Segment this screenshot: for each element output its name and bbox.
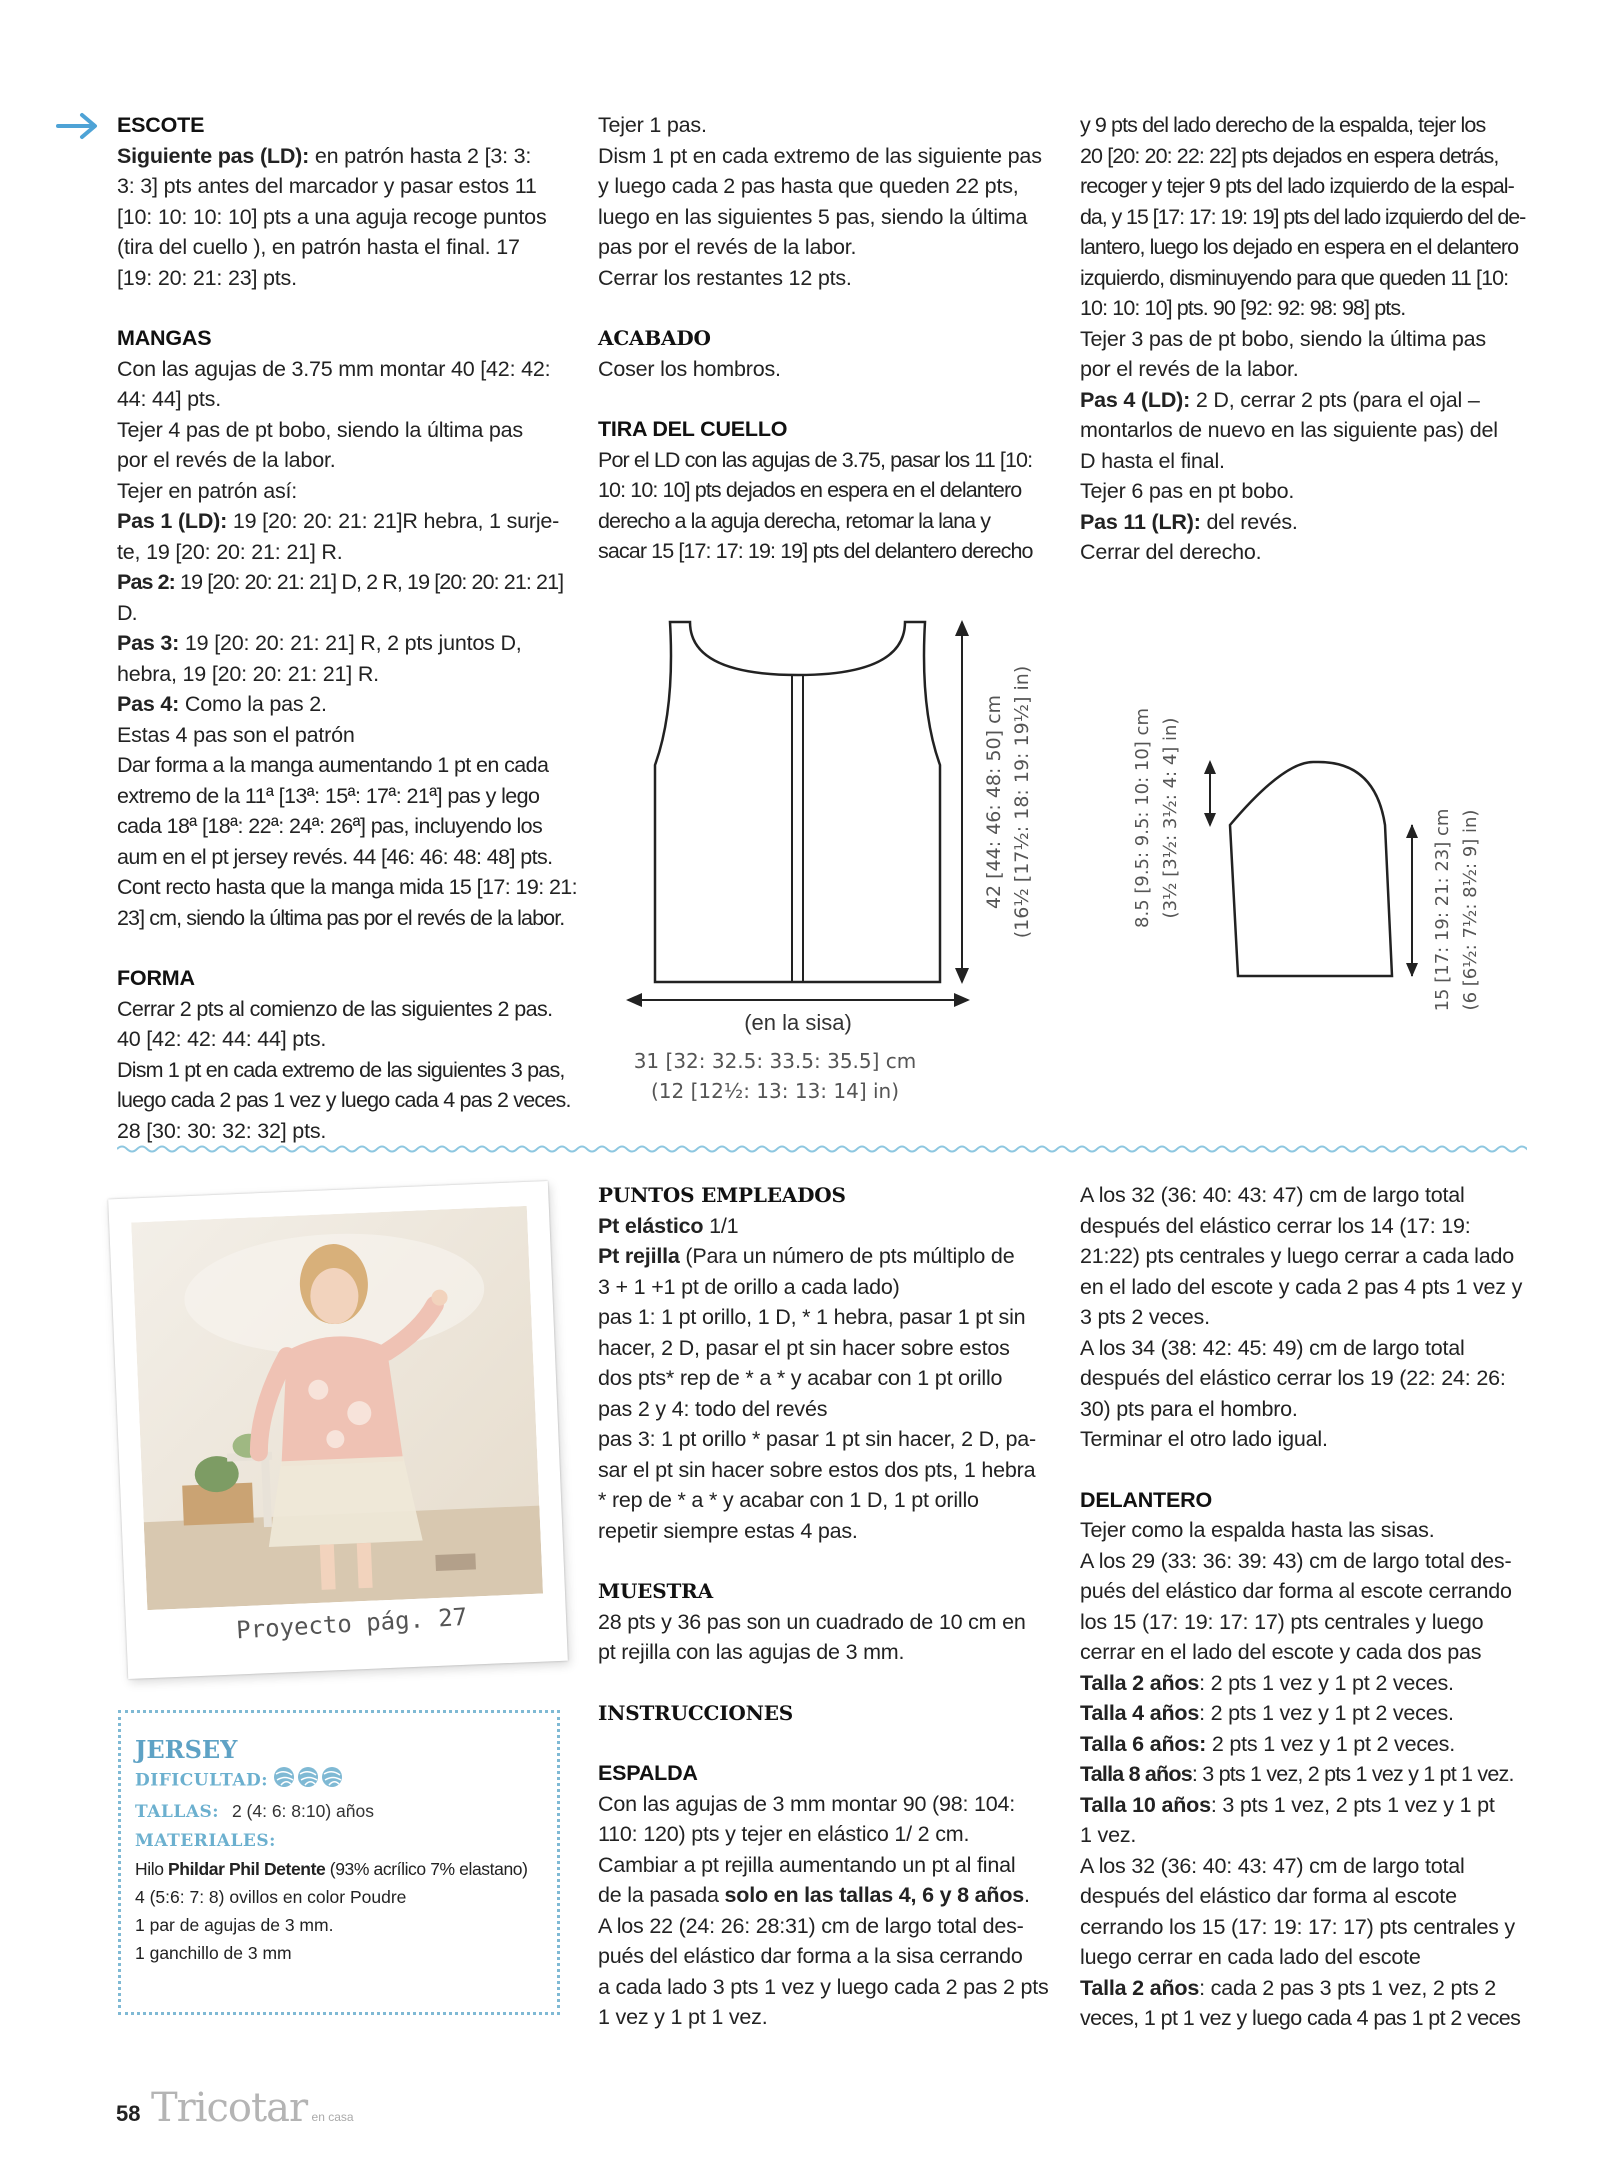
text-line: 28 pts y 36 pas son un cuadrado de 10 cm en xyxy=(598,1609,1026,1634)
width-in-label: (12 [12½: 13: 13: 14] in) xyxy=(650,1079,900,1103)
length-in-label: (6 [6½: 7½: 8½: 9] in) xyxy=(1460,809,1481,1011)
width-arrow-left xyxy=(626,993,642,1007)
text-line: veces, 1 pt 1 vez y luego cada 4 pas 1 pt 2 veces xyxy=(1080,2006,1521,2030)
text-run: : cada 2 pas 3 pts 1 vez, 2 pts 2 xyxy=(1199,1975,1497,2000)
photo-caption: Proyecto pág. 27 xyxy=(235,1602,468,1645)
text-line: cerrar en el lado del escote y cada dos pas xyxy=(1080,1640,1482,1664)
text-line: después del elástico cerrar los 14 (17: 19: xyxy=(1080,1213,1471,1238)
text-line: dos pts* rep de * a * y acabar con 1 pt orillo xyxy=(598,1366,1003,1390)
magazine-logo-subtitle: en casa xyxy=(311,2110,354,2124)
text-line: y 9 pts del lado derecho de la espalda, tejer los xyxy=(1080,113,1486,137)
text-line: por el revés de la labor. xyxy=(1080,357,1299,381)
text-run: : 2 pts 1 vez y 1 pt 2 veces. xyxy=(1199,1670,1454,1695)
materials-line: 1 par de agujas de 3 mm. xyxy=(135,1915,334,1935)
text-line: [10: 10: 10: 10] pts a una aguja recoge puntos xyxy=(117,204,547,229)
cap-in-label: (3½ [3½: 3½: 4: 4] in) xyxy=(1160,717,1181,919)
text-run: (93% acrílico 7% elastano) xyxy=(325,1859,528,1879)
text-line: da, y 15 [17: 17: 19: 19] pts del lado izquierdo del de- xyxy=(1080,204,1526,229)
text-line: después del elástico cerrar los 19 (22: 24: 26: xyxy=(1080,1366,1506,1390)
text-run: en patrón hasta 2 [3: 3: xyxy=(309,143,532,168)
text-run: : 2 pts 1 vez y 1 pt 2 veces. xyxy=(1199,1701,1454,1725)
text-line: pas 3: 1 pt orillo * pasar 1 pt sin hacer, 2 D, pa- xyxy=(598,1427,1036,1451)
cap-arrow-top xyxy=(1204,760,1216,774)
length-arrow-top xyxy=(1406,824,1418,838)
forma-heading: FORMA xyxy=(117,966,195,990)
text-run: (Para un número de pts múltiplo de xyxy=(679,1244,1015,1268)
width-arrow-right xyxy=(954,993,970,1007)
text-line: * rep de * a * y acabar con 1 D, 1 pt orillo xyxy=(598,1488,979,1512)
text-line: (tira del cuello ), en patrón hasta el final. 17 xyxy=(117,235,520,259)
text-line: aum en el pt jersey revés. 44 [46: 46: 48: 48] pts. xyxy=(117,844,553,869)
column-3-top xyxy=(1080,110,1550,568)
text-run: : 3 pts 1 vez, 2 pts 1 vez y 1 pt 1 vez. xyxy=(1191,1762,1514,1786)
text-run: 19 [20: 20: 21: 21]R hebra, 1 surje- xyxy=(227,509,560,533)
body-schematic-diagram xyxy=(600,600,1070,1120)
text-line: repetir siempre estas 4 pas. xyxy=(598,1518,858,1543)
text-line: sacar 15 [17: 17: 19: 19] pts del delantero derecho xyxy=(598,539,1033,563)
text-line: Dar forma a la manga aumentando 1 pt en cada xyxy=(117,753,549,777)
text-line: A los 29 (33: 36: 39: 43) cm de largo total des- xyxy=(1080,1548,1512,1573)
width-cm-label: 31 [32: 32.5: 33.5: 35.5] cm xyxy=(633,1049,917,1073)
length-cm-label: 15 [17: 19: 21: 23] cm xyxy=(1432,808,1453,1012)
column-2-top xyxy=(598,110,1068,567)
bold-run: Siguiente pas (LD): xyxy=(117,143,310,168)
sleeve-outline xyxy=(1230,762,1392,976)
acabado-heading: ACABADO xyxy=(598,326,711,350)
materials-line: 4 (5:6: 7: 8) ovillos en color Poudre xyxy=(135,1887,407,1907)
text-line: Cerrar los restantes 12 pts. xyxy=(598,265,852,290)
text-line: cada 18ª [18ª: 22ª: 24ª: 26ª] pas, incluyendo los xyxy=(117,814,543,838)
text-line: 21:22) pts centrales y luego cerrar a cada lado xyxy=(1080,1244,1514,1268)
text-run: 1/1 xyxy=(703,1213,739,1238)
text-line: 40 [42: 42: 44: 44] pts. xyxy=(117,1027,327,1051)
bold-run: Pas 2: xyxy=(117,570,175,594)
text-line: cerrando los 15 (17: 19: 17: 17) pts centrales y xyxy=(1080,1914,1515,1939)
text-line: Cont recto hasta que la manga mida 15 [17: 19: 21: xyxy=(117,875,578,899)
bold-run: Pas 11 (LR): xyxy=(1080,509,1201,534)
bold-run: Pt rejilla xyxy=(598,1244,680,1268)
text-run: Como la pas 2. xyxy=(179,692,327,716)
text-line: Tejer en patrón así: xyxy=(117,478,298,503)
text-line: extremo de la 11ª [13ª: 15ª: 17ª: 21ª] pas y lego xyxy=(117,783,540,808)
height-in-label: (16½ [17½: 18: 19: 19½] in) xyxy=(1011,665,1033,939)
text-line: izquierdo, disminuyendo para que queden 11 [10: xyxy=(1080,265,1509,290)
text-line: 10: 10: 10] pts dejados en espera en el delantero xyxy=(598,478,1022,502)
bold-run: Talla 2 años xyxy=(1080,1975,1200,2000)
text-line: Tejer 6 pas en pt bobo. xyxy=(1080,479,1295,503)
text-line: [19: 20: 21: 23] pts. xyxy=(117,265,297,290)
text-line: Tejer como la espalda hasta las sisas. xyxy=(1080,1518,1435,1542)
pattern-info-box xyxy=(118,1710,560,2015)
tira-cuello-heading: TIRA DEL CUELLO xyxy=(598,417,788,441)
text-line: A los 34 (38: 42: 45: 49) cm de largo total xyxy=(1080,1335,1465,1360)
sleeve-schematic-diagram xyxy=(1120,660,1520,1040)
mangas-heading: MANGAS xyxy=(117,326,212,350)
text-run: Hilo xyxy=(135,1859,169,1879)
text-run: : 3 pts 1 vez, 2 pts 1 vez y 1 pt xyxy=(1210,1792,1495,1817)
cap-arrow-bottom xyxy=(1204,813,1216,827)
text-line: Cerrar del derecho. xyxy=(1080,540,1262,564)
text-line: luego cada 2 pas 1 vez y luego cada 4 pas 2 veces. xyxy=(117,1088,571,1112)
text-line: D hasta el final. xyxy=(1080,448,1225,473)
text-line: Cerrar 2 pts al comienzo de las siguientes 2 pas. xyxy=(117,996,553,1021)
project-photo xyxy=(131,1206,543,1610)
text-line: 3 + 1 +1 pt de orillo a cada lado) xyxy=(598,1274,900,1299)
text-line: Con las agujas de 3.75 mm montar 40 [42: 42: xyxy=(117,356,551,381)
text-line: Tejer 1 pas. xyxy=(598,113,707,137)
bold-run: Talla 2 años xyxy=(1080,1670,1200,1695)
dificultad-label: DIFICULTAD: xyxy=(135,1770,269,1791)
bold-run: Pas 4 (LD): xyxy=(1080,387,1191,412)
bold-run: solo en las tallas 4, 6 y 8 años xyxy=(724,1883,1025,1907)
text-line: 1 vez. xyxy=(1080,1823,1137,1847)
text-line: Tejer 3 pas de pt bobo, siendo la última pas xyxy=(1080,326,1486,351)
text-line: derecho a la aguja derecha, retomar la lana y xyxy=(598,508,991,533)
text-line: 110: 120) pts y tejer en elástico 1/ 2 cm. xyxy=(598,1822,970,1846)
text-line: pués del elástico dar forma a la sisa cerrando xyxy=(598,1944,1023,1968)
text-line: lantero, luego los dejado en espera en el delantero xyxy=(1080,235,1519,259)
height-arrow-top xyxy=(955,620,969,636)
text-line: montarlos de nuevo en las siguiente pas) del xyxy=(1080,418,1498,442)
text-run: 19 [20: 20: 21: 21] D, 2 R, 19 [20: 20: 21: 21] D. xyxy=(117,570,564,625)
bold-run: Pas 3: xyxy=(117,631,180,655)
text-run: de la pasada xyxy=(598,1883,725,1907)
text-line: a cada lado 3 pts 1 vez y luego cada 2 pas 2 pts xyxy=(598,1974,1049,1999)
text-line: Coser los hombros. xyxy=(598,356,781,381)
text-run: del revés. xyxy=(1200,509,1298,534)
yarn-ball-icon xyxy=(322,1767,342,1787)
text-line: hebra, 19 [20: 20: 21: 21] R. xyxy=(117,661,379,686)
text-line: Por el LD con las agujas de 3.75, pasar los 11 [10: xyxy=(598,447,1033,472)
bold-run: Talla 6 años: xyxy=(1080,1731,1207,1756)
text-line: por el revés de la labor. xyxy=(117,448,336,472)
text-run: . xyxy=(1024,1883,1030,1907)
yarn-ball-icon xyxy=(274,1767,294,1787)
text-line: 30) pts para el hombro. xyxy=(1080,1396,1298,1421)
text-line: pas 1: 1 pt orillo, 1 D, * 1 hebra, pasar 1 pt sin xyxy=(598,1305,1026,1329)
bold-run: Talla 10 años xyxy=(1080,1792,1211,1817)
muestra-heading: MUESTRA xyxy=(598,1579,713,1603)
materials-line: 1 ganchillo de 3 mm xyxy=(135,1943,292,1963)
column-3-bottom xyxy=(1080,1180,1550,2034)
text-line: y luego cada 2 pas hasta que queden 22 pts, xyxy=(598,174,1019,198)
text-line: 1 vez y 1 pt 1 vez. xyxy=(598,2005,768,2029)
project-photo-card xyxy=(108,1181,568,1679)
text-line: pt rejilla con las agujas de 3 mm. xyxy=(598,1640,905,1664)
text-run: 2 pts 1 vez y 1 pt 2 veces. xyxy=(1206,1731,1455,1756)
text-line: Estas 4 pas son el patrón xyxy=(117,722,355,747)
info-title: JERSEY xyxy=(135,1735,238,1764)
text-line: Dism 1 pt en cada extremo de las siguientes 3 pas, xyxy=(117,1057,565,1082)
text-line: te, 19 [20: 20: 21: 21] R. xyxy=(117,539,343,564)
body-outline xyxy=(655,622,940,982)
tallas-label: TALLAS: xyxy=(135,1802,220,1822)
arrow-right-icon xyxy=(56,112,100,140)
cap-cm-label: 8.5 [9.5: 9.5: 10: 10] cm xyxy=(1132,708,1153,928)
text-line: 28 [30: 30: 32: 32] pts. xyxy=(117,1118,327,1143)
tallas-value: 2 (4: 6: 8:10) años xyxy=(231,1801,374,1821)
text-line: 44: 44] pts. xyxy=(117,387,221,411)
text-line: los 15 (17: 19: 17: 17) pts centrales y luego xyxy=(1080,1609,1484,1634)
text-line: 3: 3] pts antes del marcador y pasar estos 11 xyxy=(117,174,537,198)
text-line: luego en las siguientes 5 pas, siendo la última xyxy=(598,204,1028,229)
magazine-logo: Tricotar xyxy=(150,2085,308,2131)
puntos-empleados-heading: PUNTOS EMPLEADOS xyxy=(598,1183,846,1207)
materiales-label: MATERIALES: xyxy=(135,1831,276,1851)
yarn-brand: Phildar Phil Detente xyxy=(168,1859,326,1879)
difficulty-rating xyxy=(273,1765,345,1797)
photo-illustration xyxy=(131,1206,543,1610)
text-line: pas por el revés de la labor. xyxy=(598,235,857,259)
height-arrow-bottom xyxy=(955,968,969,984)
text-line: Terminar el otro lado igual. xyxy=(1080,1427,1328,1451)
bold-run: Talla 4 años xyxy=(1080,1701,1200,1725)
wavy-divider xyxy=(117,1142,1527,1156)
text-line: 3 pts 2 veces. xyxy=(1080,1305,1210,1329)
text-run: 2 D, cerrar 2 pts (para el ojal – xyxy=(1190,387,1480,412)
bold-run: Pas 4: xyxy=(117,692,180,716)
text-line: Cambiar a pt rejilla aumentando un pt al final xyxy=(598,1852,1016,1877)
text-line: pas 2 y 4: todo del revés xyxy=(598,1396,828,1421)
page-footer xyxy=(116,2085,354,2131)
height-cm-label: 42 [44: 46: 48: 50] cm xyxy=(983,694,1005,910)
length-arrow-bottom xyxy=(1406,963,1418,977)
text-line: Dism 1 pt en cada extremo de las siguiente pas xyxy=(598,143,1042,168)
espalda-heading: ESPALDA xyxy=(598,1761,698,1785)
bold-run: Pt elástico xyxy=(598,1213,704,1238)
text-line: 10: 10: 10] pts. 90 [92: 92: 98: 98] pts. xyxy=(1080,296,1406,320)
text-line: en el lado del escote y cada 2 pas 4 pts 1 vez y xyxy=(1080,1274,1523,1299)
column-2-bottom xyxy=(598,1180,1068,2033)
text-line: hacer, 2 D, pasar el pt sin hacer sobre estos xyxy=(598,1335,1010,1360)
bold-run: Talla 8 años xyxy=(1080,1762,1192,1786)
escote-heading: ESCOTE xyxy=(117,113,205,137)
bold-run: Pas 1 (LD): xyxy=(117,509,228,533)
text-run: 19 [20: 20: 21: 21] R, 2 pts juntos D, xyxy=(179,631,522,655)
sisa-label: (en la sisa) xyxy=(744,1010,852,1035)
text-line: después del elástico dar forma al escote xyxy=(1080,1884,1457,1908)
delantero-heading: DELANTERO xyxy=(1080,1487,1212,1512)
instrucciones-heading: INSTRUCCIONES xyxy=(598,1700,794,1725)
text-line: luego cerrar en cada lado del escote xyxy=(1080,1945,1421,1969)
page-number: 58 xyxy=(116,2101,141,2126)
text-line: 20 [20: 20: 22: 22] pts dejados en espera detrás, xyxy=(1080,143,1499,168)
text-line: recoger y tejer 9 pts del lado izquierdo de la espal- xyxy=(1080,174,1514,198)
column-1-top xyxy=(117,110,587,1146)
text-line: A los 32 (36: 40: 43: 47) cm de largo total xyxy=(1080,1183,1465,1207)
text-line: Con las agujas de 3 mm montar 90 (98: 104: xyxy=(598,1791,1016,1816)
text-line: Tejer 4 pas de pt bobo, siendo la última pas xyxy=(117,417,523,442)
text-line: A los 22 (24: 26: 28:31) cm de largo total des- xyxy=(598,1913,1024,1938)
text-line: 23] cm, siendo la última pas por el revés de la labor. xyxy=(117,905,565,930)
yarn-ball-icon xyxy=(298,1767,318,1787)
text-line: pués del elástico dar forma al escote cerrando xyxy=(1080,1579,1512,1603)
text-line: A los 32 (36: 40: 43: 47) cm de largo total xyxy=(1080,1853,1465,1878)
text-line: sar el pt sin hacer sobre estos dos pts, 1 hebra xyxy=(598,1457,1036,1482)
